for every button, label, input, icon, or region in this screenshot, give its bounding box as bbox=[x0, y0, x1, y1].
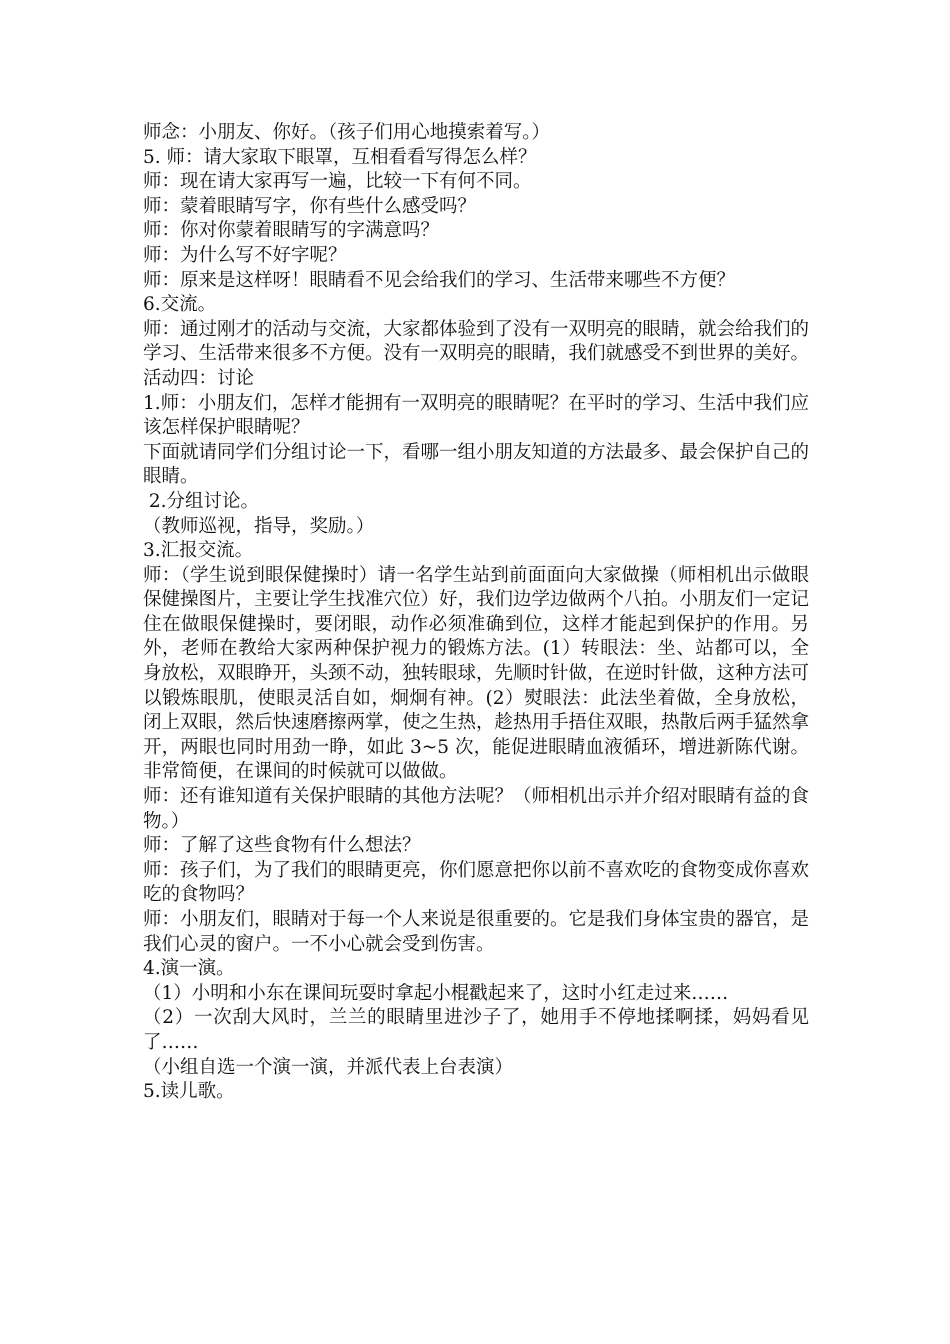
paragraph: 5.读儿歌。 bbox=[143, 1081, 235, 1103]
section-heading: 活动四：讨论 bbox=[143, 367, 255, 389]
paragraph: 师：小朋友们，眼睛对于每一个人来说是很重要的。它是我们身体宝贵的器官，是我们心灵的窗户。一不小心就会受到伤害。 bbox=[143, 909, 810, 955]
paragraph: 6.交流。 bbox=[143, 294, 217, 316]
paragraph: 师：原来是这样呀！眼睛看不见会给我们的学习、生活带来哪些不方便？ bbox=[143, 269, 736, 291]
paragraph: （2）一次刮大风时，兰兰的眼睛里进沙子了，她用手不停地揉啊揉，妈妈看见了…… bbox=[143, 1007, 809, 1053]
paragraph: 5. 师：请大家取下眼罩，互相看看写得怎么样？ bbox=[143, 146, 537, 168]
paragraph: 2.分组讨论。 bbox=[143, 490, 260, 512]
paragraph: 师念：小朋友、你好。（孩子们用心地摸索着写。） bbox=[143, 122, 551, 143]
document-body bbox=[143, 121, 809, 1105]
paragraph: 师：你对你蒙着眼睛写的字满意吗？ bbox=[143, 220, 440, 242]
paragraph: 师：为什么写不好字呢？ bbox=[143, 244, 347, 266]
paragraph: 1.师：小朋友们，怎样才能拥有一双明亮的眼睛呢？在平时的学习、生活中我们应该怎样保护眼睛呢？ bbox=[143, 392, 809, 439]
paragraph: 师：现在请大家再写一遍，比较一下有何不同。 bbox=[143, 171, 532, 193]
paragraph: 4.演一演。 bbox=[143, 958, 235, 980]
paragraph: （小组自选一个演一演，并派代表上台表演） bbox=[143, 1056, 514, 1078]
paragraph: 师：还有谁知道有关保护眼睛的其他方法呢？（师相机出示并介绍对眼睛有益的食物。） bbox=[143, 786, 810, 832]
paragraph: 3.汇报交流。 bbox=[143, 540, 254, 562]
paragraph: 师：蒙着眼睛写字，你有些什么感受吗？ bbox=[143, 195, 477, 217]
paragraph: 师：孩子们，为了我们的眼睛更亮，你们愿意把你以前不喜欢吃的食物变成你喜欢吃的食物吗？ bbox=[143, 859, 810, 906]
paragraph: （1）小明和小东在课间玩耍时拿起小棍戳起来了，这时小红走过来…… bbox=[143, 982, 729, 1004]
paragraph: 下面就请同学们分组讨论一下，看哪一组小朋友知道的方法最多、最会保护自己的眼睛。 bbox=[143, 441, 810, 488]
paragraph: 师：通过刚才的活动与交流，大家都体验到了没有一双明亮的眼睛，就会给我们的学习、生活带来很多不方便。没有一双明亮的眼睛，我们就感受不到世界的美好。 bbox=[143, 318, 810, 365]
paragraph: （教师巡视，指导，奖励。） bbox=[143, 515, 375, 537]
paragraph: 师：了解了这些食物有什么想法？ bbox=[143, 835, 421, 857]
paragraph: 师：（学生说到眼保健操时）请一名学生站到前面面向大家做操（师相机出示做眼保健操图片，主要让学生找准穴位）好，我们边学边做两个八拍。小朋友们一定记住在做眼保健操时，要闭眼，动作必须准确到位，这样才能起到保护的作用。另外，老师在教给大家两种保护视力的锻炼方法。(1）转眼法：坐、站都可以，全身放松，双眼睁开，头颈不动，独转眼球，先顺时针做，在逆时针做，这种方法可以锻炼眼肌，使眼灵活自如，炯炯有神。(2）熨眼法：此法坐着做，全身放松，闭上双眼，然后快速磨擦两掌，使之生热，趁热用手捂住双眼，热散后两手猛然拿开，两眼也同时用劲一睁，如此 3~5 次，能促进眼睛血液循环，增进新陈代谢。非常简便，在课间的时候就可以做做。 bbox=[143, 564, 810, 783]
